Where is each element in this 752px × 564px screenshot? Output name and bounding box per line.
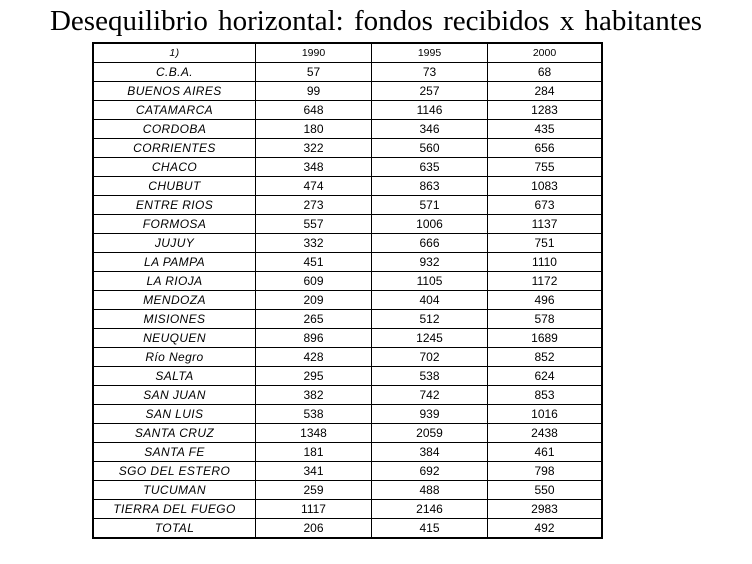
value-cell-1995: 2146 <box>372 500 488 519</box>
province-name-cell: SANTA FE <box>93 443 256 462</box>
value-cell-2000: 624 <box>488 367 603 386</box>
value-cell-1995: 73 <box>372 63 488 82</box>
table-row <box>93 101 602 120</box>
table-row <box>93 291 602 310</box>
table-row <box>93 424 602 443</box>
value-cell-1990: 322 <box>256 139 372 158</box>
value-cell-1995: 1006 <box>372 215 488 234</box>
value-cell-1990: 57 <box>256 63 372 82</box>
value-cell-1990: 265 <box>256 310 372 329</box>
slide-title: Desequilibrio horizontal: fondos recibidos x habitantes <box>49 5 703 37</box>
value-cell-1990: 557 <box>256 215 372 234</box>
value-cell-2000: 284 <box>488 82 603 101</box>
province-name-cell: MENDOZA <box>93 291 256 310</box>
value-cell-1995: 742 <box>372 386 488 405</box>
table-body <box>93 43 602 538</box>
value-cell-1990: 348 <box>256 158 372 177</box>
value-cell-1990: 259 <box>256 481 372 500</box>
value-cell-2000: 435 <box>488 120 603 139</box>
table-row <box>93 253 602 272</box>
value-cell-1995: 560 <box>372 139 488 158</box>
value-cell-2000: 798 <box>488 462 603 481</box>
table-row <box>93 177 602 196</box>
value-cell-1995: 1105 <box>372 272 488 291</box>
province-name-cell: C.B.A. <box>93 63 256 82</box>
corner-footnote-marker: 1) <box>93 43 256 63</box>
value-cell-1995: 1245 <box>372 329 488 348</box>
value-cell-2000: 461 <box>488 443 603 462</box>
value-cell-1990: 180 <box>256 120 372 139</box>
value-cell-2000: 1283 <box>488 101 603 120</box>
value-cell-2000: 755 <box>488 158 603 177</box>
table-row <box>93 215 602 234</box>
table-header-row <box>93 43 602 63</box>
value-cell-2000: 1110 <box>488 253 603 272</box>
province-name-cell: JUJUY <box>93 234 256 253</box>
table-row <box>93 481 602 500</box>
column-header-2000: 2000 <box>488 43 603 63</box>
value-cell-2000: 1689 <box>488 329 603 348</box>
value-cell-1995: 932 <box>372 253 488 272</box>
table-row <box>93 348 602 367</box>
province-name-cell: FORMOSA <box>93 215 256 234</box>
table-row <box>93 500 602 519</box>
value-cell-1995: 939 <box>372 405 488 424</box>
value-cell-2000: 1083 <box>488 177 603 196</box>
table-row <box>93 405 602 424</box>
value-cell-1995: 488 <box>372 481 488 500</box>
value-cell-1990: 1348 <box>256 424 372 443</box>
value-cell-1990: 474 <box>256 177 372 196</box>
column-header-1990: 1990 <box>256 43 372 63</box>
value-cell-2000: 1137 <box>488 215 603 234</box>
value-cell-1995: 346 <box>372 120 488 139</box>
value-cell-1990: 341 <box>256 462 372 481</box>
province-name-cell: ENTRE RIOS <box>93 196 256 215</box>
value-cell-1990: 99 <box>256 82 372 101</box>
table-row <box>93 310 602 329</box>
value-cell-1990: 382 <box>256 386 372 405</box>
value-cell-1995: 2059 <box>372 424 488 443</box>
province-name-cell: LA RIOJA <box>93 272 256 291</box>
value-cell-1990: 332 <box>256 234 372 253</box>
province-name-cell: CHACO <box>93 158 256 177</box>
value-cell-2000: 2438 <box>488 424 603 443</box>
value-cell-1990: 1117 <box>256 500 372 519</box>
value-cell-2000: 550 <box>488 481 603 500</box>
value-cell-2000: 673 <box>488 196 603 215</box>
value-cell-1990: 428 <box>256 348 372 367</box>
province-name-cell: TIERRA DEL FUEGO <box>93 500 256 519</box>
value-cell-1990: 538 <box>256 405 372 424</box>
value-cell-1990: 206 <box>256 519 372 539</box>
value-cell-1995: 692 <box>372 462 488 481</box>
province-name-cell: SALTA <box>93 367 256 386</box>
value-cell-1995: 666 <box>372 234 488 253</box>
value-cell-1990: 609 <box>256 272 372 291</box>
table-row <box>93 139 602 158</box>
funds-per-inhabitant-table <box>92 42 603 539</box>
value-cell-2000: 1016 <box>488 405 603 424</box>
province-name-cell: LA PAMPA <box>93 253 256 272</box>
value-cell-2000: 1172 <box>488 272 603 291</box>
value-cell-1990: 209 <box>256 291 372 310</box>
value-cell-1990: 181 <box>256 443 372 462</box>
value-cell-2000: 578 <box>488 310 603 329</box>
value-cell-1995: 512 <box>372 310 488 329</box>
value-cell-1990: 295 <box>256 367 372 386</box>
province-name-cell: TUCUMAN <box>93 481 256 500</box>
value-cell-1990: 648 <box>256 101 372 120</box>
table-row <box>93 63 602 82</box>
province-name-cell: SANTA CRUZ <box>93 424 256 443</box>
table-row <box>93 158 602 177</box>
province-name-cell: CORDOBA <box>93 120 256 139</box>
value-cell-1990: 896 <box>256 329 372 348</box>
table-row <box>93 196 602 215</box>
province-name-cell: BUENOS AIRES <box>93 82 256 101</box>
column-header-1995: 1995 <box>372 43 488 63</box>
value-cell-2000: 2983 <box>488 500 603 519</box>
table-row <box>93 367 602 386</box>
province-name-cell: SGO DEL ESTERO <box>93 462 256 481</box>
province-name-cell: CHUBUT <box>93 177 256 196</box>
province-name-cell: Río Negro <box>93 348 256 367</box>
table-row <box>93 272 602 291</box>
province-name-cell: SAN JUAN <box>93 386 256 405</box>
table-row <box>93 82 602 101</box>
value-cell-1995: 538 <box>372 367 488 386</box>
province-name-cell: MISIONES <box>93 310 256 329</box>
value-cell-1995: 635 <box>372 158 488 177</box>
value-cell-1995: 1146 <box>372 101 488 120</box>
table-row <box>93 443 602 462</box>
value-cell-2000: 496 <box>488 291 603 310</box>
value-cell-1990: 273 <box>256 196 372 215</box>
value-cell-1995: 384 <box>372 443 488 462</box>
province-name-cell: NEUQUEN <box>93 329 256 348</box>
table-row <box>93 329 602 348</box>
table-row <box>93 386 602 405</box>
province-name-cell: CATAMARCA <box>93 101 256 120</box>
value-cell-2000: 68 <box>488 63 603 82</box>
value-cell-2000: 853 <box>488 386 603 405</box>
value-cell-2000: 656 <box>488 139 603 158</box>
value-cell-1995: 702 <box>372 348 488 367</box>
total-row <box>93 519 602 539</box>
value-cell-2000: 852 <box>488 348 603 367</box>
value-cell-1995: 415 <box>372 519 488 539</box>
value-cell-1995: 571 <box>372 196 488 215</box>
value-cell-2000: 492 <box>488 519 603 539</box>
value-cell-1995: 404 <box>372 291 488 310</box>
value-cell-2000: 751 <box>488 234 603 253</box>
table-row <box>93 234 602 253</box>
value-cell-1995: 863 <box>372 177 488 196</box>
province-name-cell: TOTAL <box>93 519 256 539</box>
province-name-cell: CORRIENTES <box>93 139 256 158</box>
value-cell-1990: 451 <box>256 253 372 272</box>
table-row <box>93 120 602 139</box>
table-row <box>93 462 602 481</box>
value-cell-1995: 257 <box>372 82 488 101</box>
province-name-cell: SAN LUIS <box>93 405 256 424</box>
